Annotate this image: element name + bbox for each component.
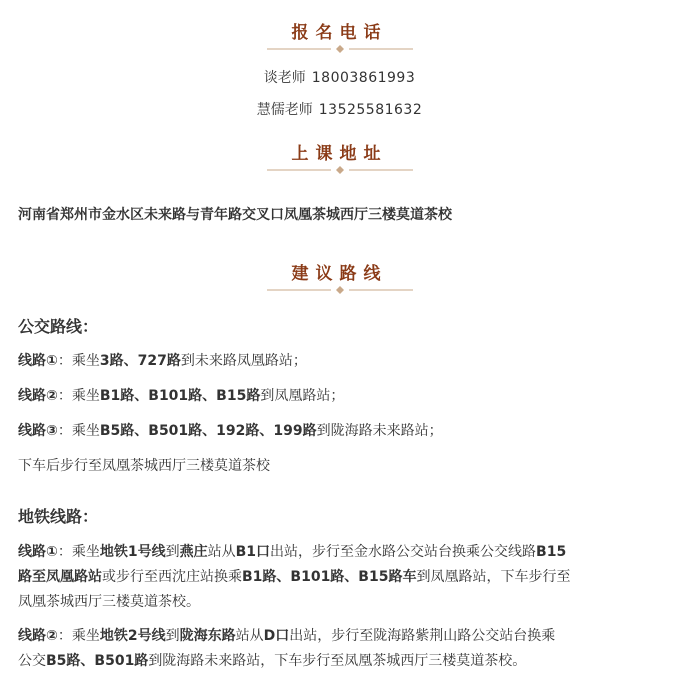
metro-station: 陇海东路 [179,628,236,644]
routes-title-ornament [0,285,679,295]
route-text: 到 [165,628,180,644]
route-text: 出站，步行至陇海路紫荆山路公交站台换乘 [289,628,556,644]
contact-row-1 [0,69,679,87]
contact-row-2 [0,101,679,119]
bus-route-1 [18,352,663,370]
route-text: 或步行至西沈庄站换乘 [102,569,242,585]
metro-line-name: 地铁1号线 [99,544,166,560]
contact-name: 谈老师 [263,70,306,86]
route-text: ：乘坐 [57,353,100,369]
route-label: 线路③ [18,423,58,439]
route-text: 站从 [207,544,236,560]
route-text: 凤凰茶城西厅三楼莫道茶校。 [18,594,200,610]
route-bus-numbers: 3路、727路 [99,353,181,369]
route-label: 线路① [18,353,58,369]
bus-transfer: 路至凤凰路站 [18,569,102,585]
location-title-ornament [0,165,679,175]
route-text: 到未来路凤凰路站； [180,353,307,369]
contact-title-ornament [0,44,679,54]
route-text: 公交 [18,653,46,669]
route-label: 线路② [18,628,58,644]
bus-transfer: B15 [536,544,567,560]
bus-route-2 [18,387,663,405]
bus-transfer: B5路、B501路 [46,653,149,669]
metro-routes-heading: 地铁线路： [18,507,99,526]
metro-route-2 [18,624,664,674]
address-text: 河南省郑州市金水区未来路与青年路交叉口凤凰茶城西厅三楼莫道茶校 [18,207,452,223]
route-text: ：乘坐 [57,544,100,560]
metro-station: 燕庄 [179,544,208,560]
location-section-title: 上课地址 [291,144,388,164]
metro-route-2-line-1 [18,624,664,649]
metro-route-2-line-2 [18,649,664,674]
route-text: 站从 [235,628,264,644]
bus-routes-heading: 公交路线： [18,317,99,336]
metro-route-1-line-3 [18,590,664,615]
contact-section-title: 报名电话 [291,23,388,43]
route-text: 出站，步行至金水路公交站台换乘公交线路 [270,544,537,560]
routes-section-title: 建议路线 [291,264,388,284]
route-label: 线路② [18,388,58,404]
route-text: 到凤凰路站，下车步行至 [416,569,571,585]
route-text: 到陇海路未来路站，下车步行至凤凰茶城西厅三楼莫道茶校。 [148,653,527,669]
route-text: ：乘坐 [57,628,100,644]
route-text: 到凤凰路站； [260,388,345,404]
metro-route-1 [18,540,664,615]
contact-name: 慧儒老师 [256,102,313,118]
metro-exit: B1口 [235,544,271,560]
route-bus-numbers: B1路、B101路、B15路 [99,388,261,404]
route-text: 到陇海路未来路站； [316,423,443,439]
route-label: 线路① [18,544,58,560]
route-text: 到 [165,544,180,560]
contact-phone[interactable]: 18003861993 [311,70,416,86]
bus-route-3 [18,422,663,440]
contact-phone[interactable]: 13525581632 [318,102,423,118]
route-bus-numbers: B5路、B501路、192路、199路 [99,423,317,439]
bus-transfer-alt: B1路、B101路、B15路车 [242,569,417,585]
metro-line-name: 地铁2号线 [99,628,166,644]
route-text: ：乘坐 [57,388,100,404]
metro-route-1-line-2 [18,565,664,590]
metro-exit: D口 [263,628,290,644]
metro-route-1-line-1 [18,540,664,565]
bus-walk-instruction: 下车后步行至凤凰茶城西厅三楼莫道茶校 [18,458,270,474]
route-text: ：乘坐 [57,423,100,439]
